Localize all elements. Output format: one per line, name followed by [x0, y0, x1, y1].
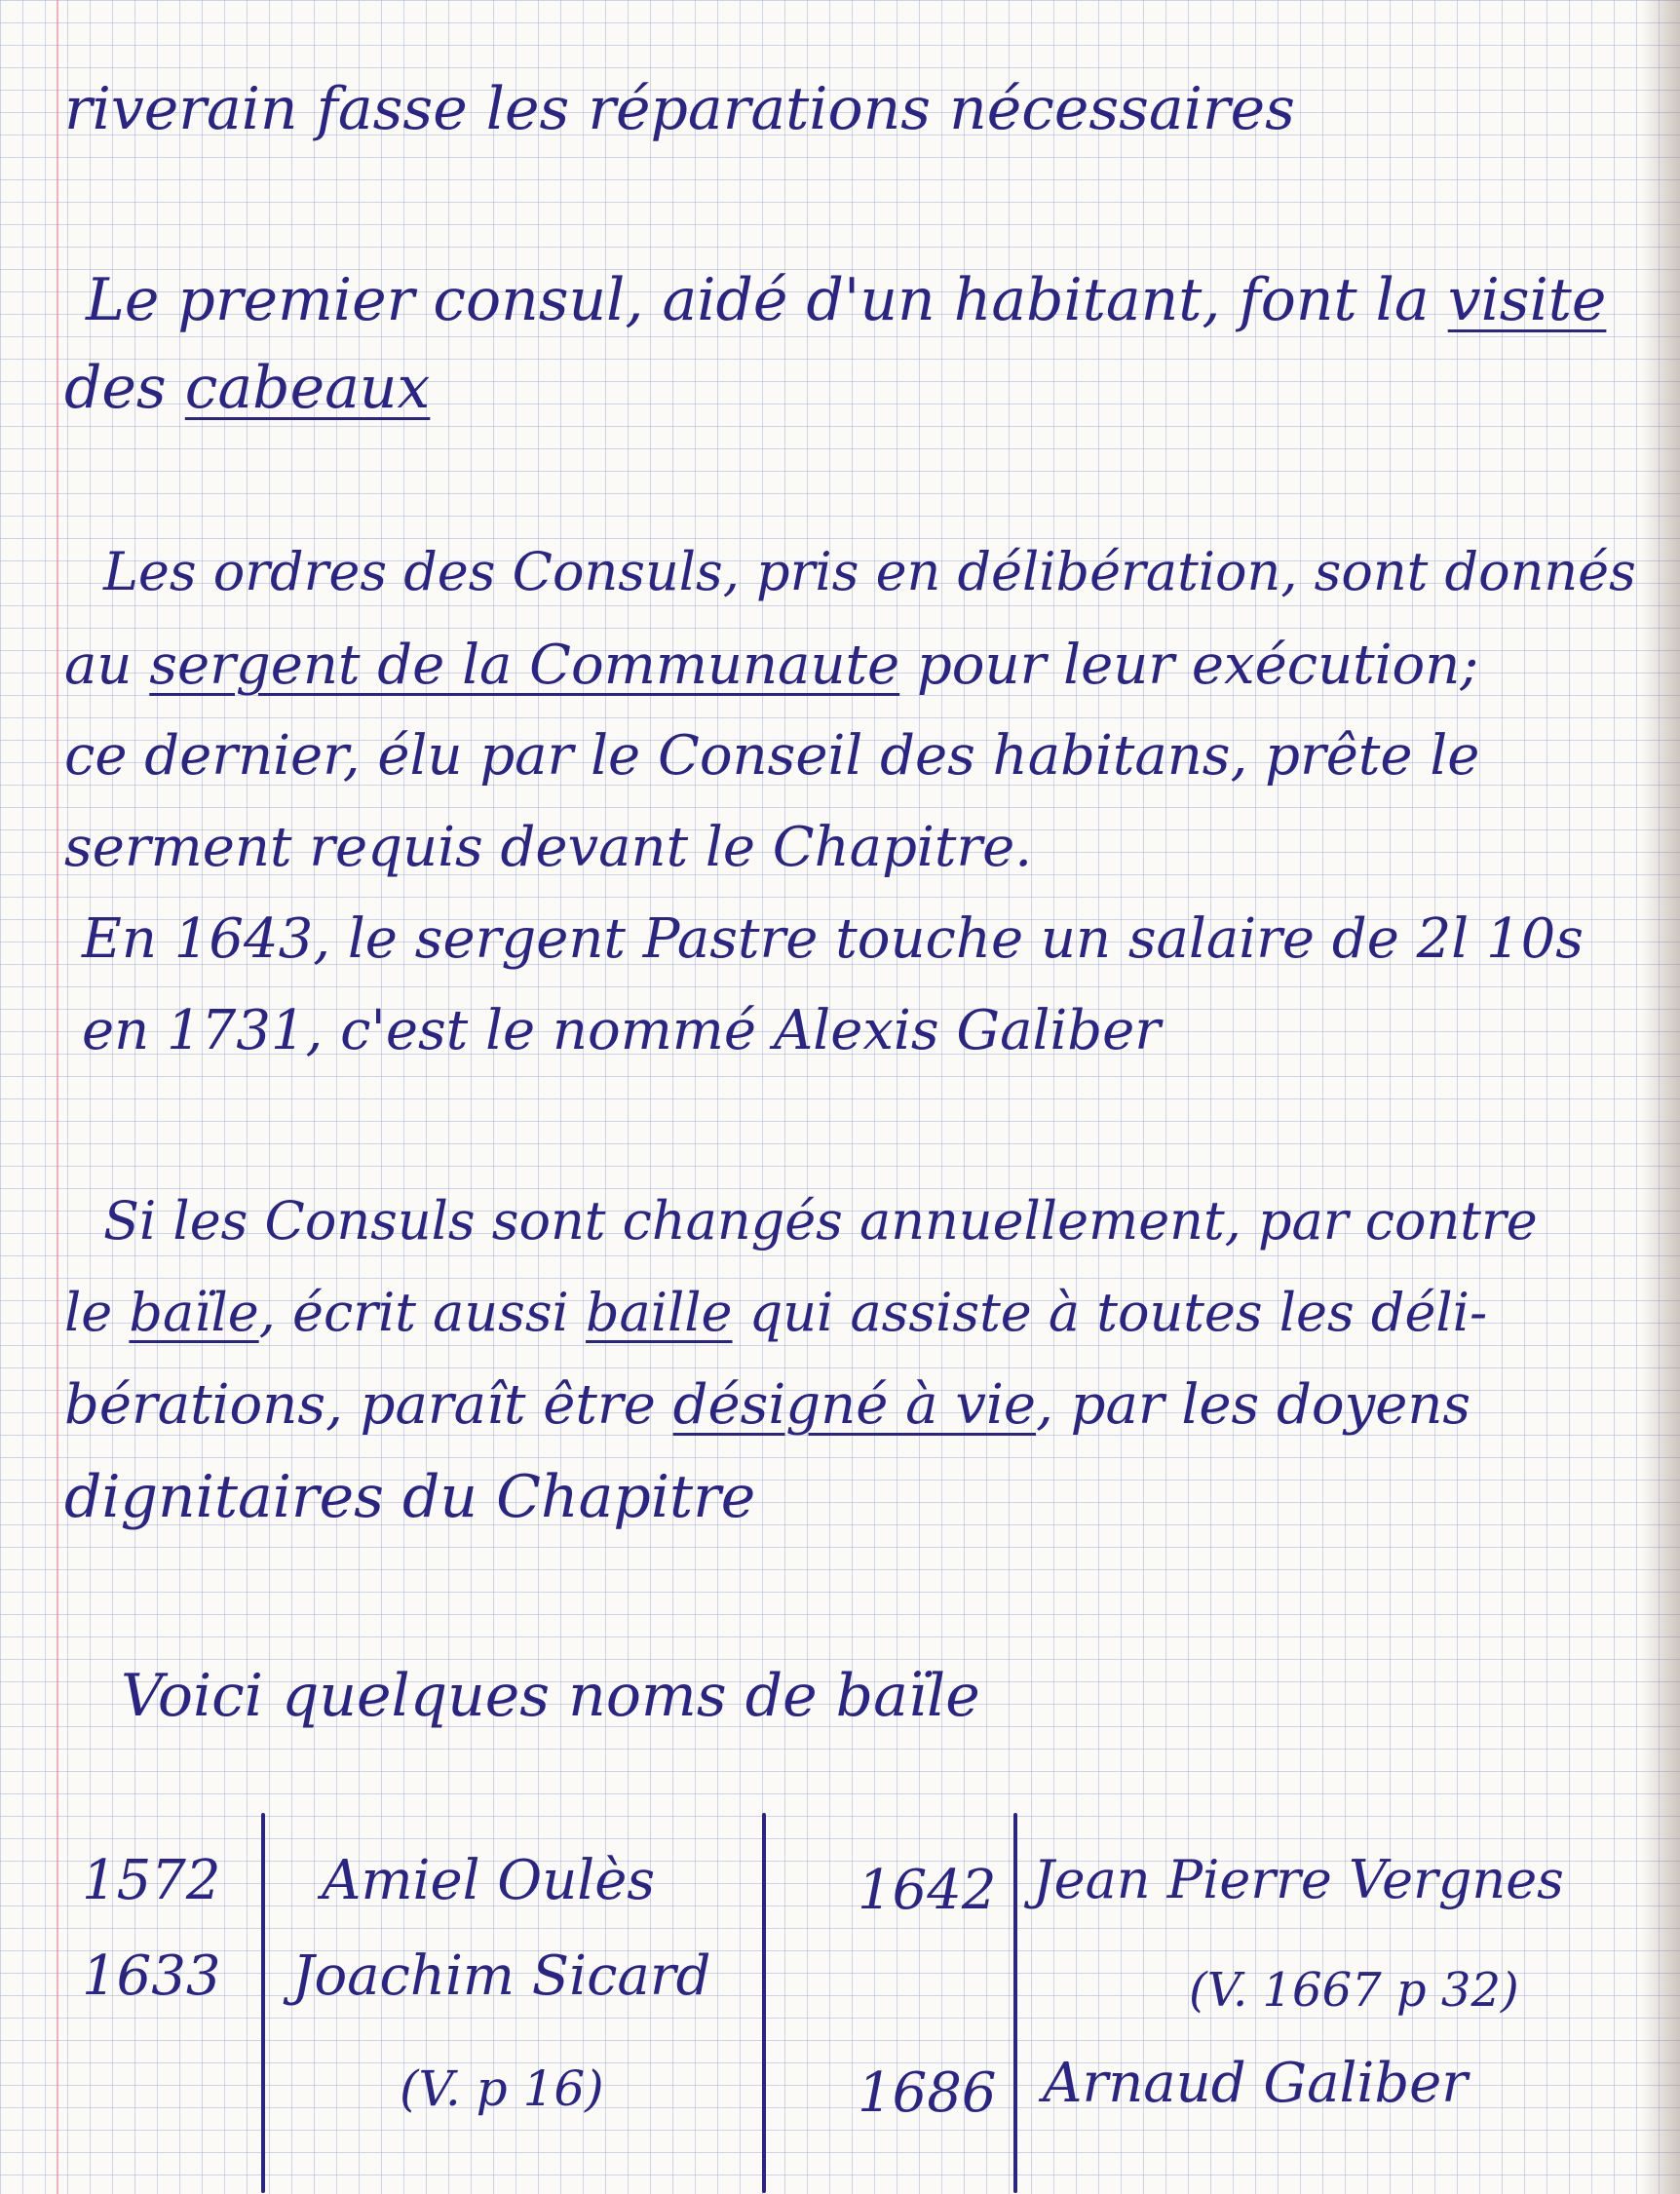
underlined-term: désigné à vie — [672, 1373, 1037, 1437]
underlined-term: sergent de la Communaute — [149, 634, 900, 697]
text-line — [64, 354, 431, 422]
underlined-term: visite — [1447, 266, 1607, 334]
underlined-term: baïle — [129, 1282, 259, 1343]
text-segment: qui assiste à toutes les déli- — [732, 1282, 1488, 1343]
table-year: 1686 — [858, 2061, 997, 2125]
text-line: Voici quelques noms de baïle — [121, 1662, 980, 1730]
table-year: 1633 — [82, 1944, 221, 2008]
text-line — [86, 266, 1607, 334]
table-divider — [261, 1813, 265, 2193]
text-segment: au — [64, 634, 150, 697]
table-name: Arnaud Galiber — [1043, 2052, 1469, 2115]
page-edge — [1641, 0, 1680, 2194]
table-divider — [1013, 1813, 1017, 2193]
text-segment: le — [64, 1282, 130, 1343]
text-line — [64, 1282, 1488, 1343]
table-name: Amiel Oulès — [322, 1849, 656, 1912]
text-segment: Le premier consul, aidé d'un habitant, font la — [86, 266, 1448, 334]
text-line — [64, 1373, 1471, 1437]
text-segment: pour leur exécution; — [899, 634, 1479, 697]
underlined-term: cabeaux — [184, 354, 431, 422]
text-line: Si les Consuls sont changés annuellement, par contre — [103, 1190, 1538, 1251]
text-line — [64, 634, 1479, 697]
text-segment: , écrit aussi — [258, 1282, 586, 1343]
text-line: En 1643, le sergent Pastre touche un salaire de 2l 10s — [82, 907, 1584, 971]
text-line: dignitaires du Chapitre — [64, 1463, 756, 1531]
margin-line — [57, 0, 58, 2194]
table-year: 1642 — [858, 1859, 997, 1922]
text-segment: des — [64, 354, 185, 422]
text-line: en 1731, c'est le nommé Alexis Galiber — [82, 999, 1162, 1062]
text-segment: bérations, paraît être — [64, 1373, 673, 1437]
text-line: riverain fasse les réparations nécessaires — [64, 75, 1295, 143]
table-reference: (V. p 16) — [400, 2060, 604, 2117]
text-line: ce dernier, élu par le Conseil des habitans, prête le — [64, 724, 1480, 788]
table-year: 1572 — [82, 1849, 221, 1912]
underlined-term: baille — [585, 1282, 733, 1343]
text-segment: , par les doyens — [1036, 1373, 1471, 1437]
table-name: Joachim Sicard — [292, 1944, 711, 2008]
text-line: Les ordres des Consuls, pris en délibération, sont donnés — [103, 541, 1636, 602]
table-divider — [762, 1813, 766, 2193]
table-name: Jean Pierre Vergnes — [1033, 1849, 1564, 1910]
text-line: serment requis devant le Chapitre. — [64, 816, 1033, 879]
table-reference: (V. 1667 p 32) — [1189, 1963, 1519, 2018]
